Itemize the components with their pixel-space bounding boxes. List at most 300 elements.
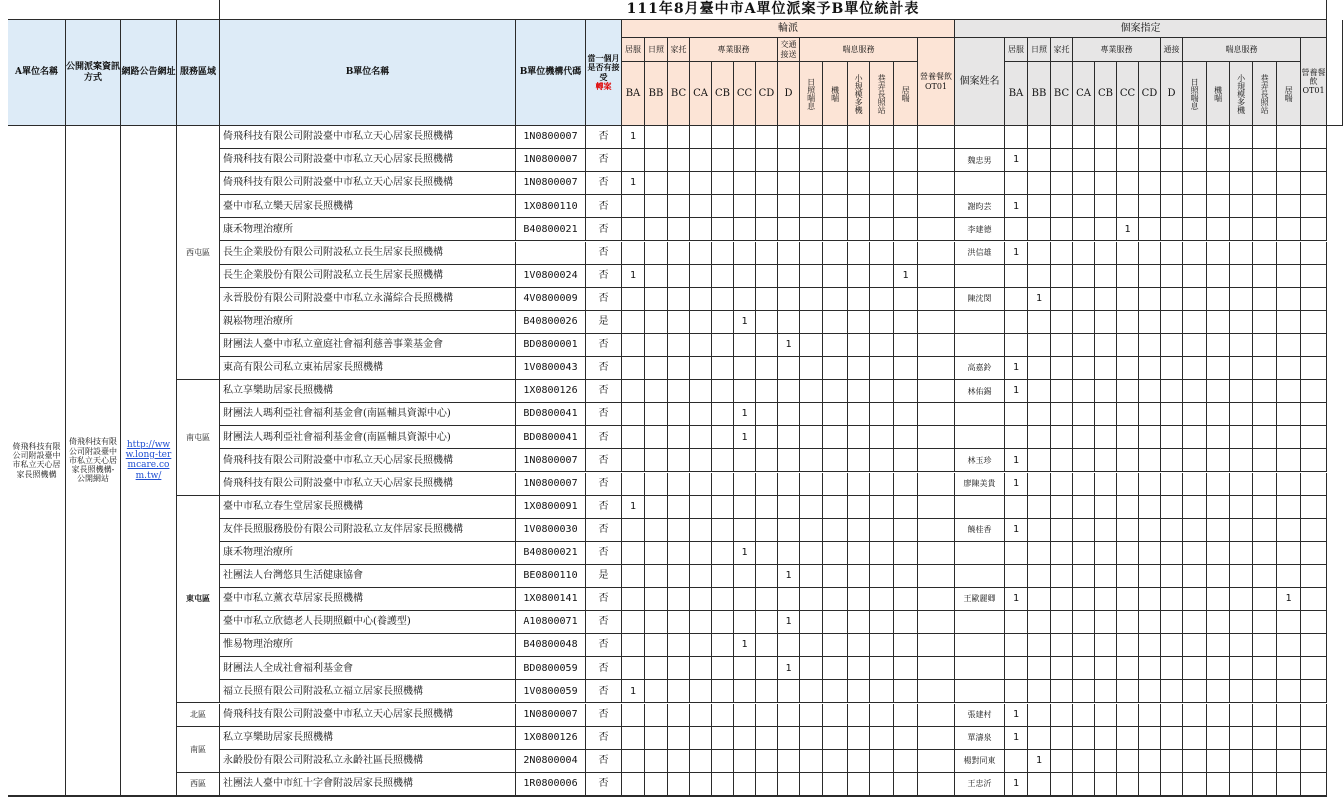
cell-r5: [894, 126, 918, 149]
cell-nr4: [1253, 380, 1277, 403]
cell-nOT: [1301, 704, 1327, 727]
cell-dD: [778, 588, 800, 611]
cell-dCD: [756, 634, 778, 657]
b-unit-name: 康禾物理治療所: [220, 542, 516, 565]
cell-nCC: [1117, 403, 1139, 426]
cell-r3: [848, 657, 870, 680]
cell-nCC: [1117, 426, 1139, 449]
cell-dCC: [734, 496, 756, 519]
cell-nOT: [1301, 680, 1327, 703]
cell-r4: [870, 242, 894, 265]
cell-nBB: [1028, 588, 1051, 611]
header-edge: [1327, 20, 1343, 126]
cell-dBA: [622, 242, 645, 265]
cell-r4: [870, 311, 894, 334]
dispatch-col-BA: BA: [622, 62, 645, 126]
cell-ot: [918, 357, 955, 380]
cell-dBB: [645, 542, 668, 565]
cell-nOT: [1301, 634, 1327, 657]
cell-name: [955, 496, 1005, 519]
cell-nCC: [1117, 265, 1139, 288]
cell-nBA: 1: [1005, 727, 1028, 750]
cell-nr5: [1277, 680, 1301, 703]
cell-dCA: [690, 288, 712, 311]
dispatch-group-g_family: 家托: [668, 38, 690, 62]
cell-dCD: [756, 750, 778, 773]
cell-r2: [823, 334, 848, 357]
a-unit-name: 倚飛科技有限公司附設臺中市私立天心居家長照機構: [8, 126, 66, 796]
cell-dBC: [668, 704, 690, 727]
cell-dCA: [690, 380, 712, 403]
cell-nr2: [1207, 727, 1230, 750]
cell-nBC: [1051, 218, 1073, 241]
cell-nr5: [1277, 172, 1301, 195]
cell-nCB: [1095, 334, 1117, 357]
cell-nr1: [1183, 149, 1207, 172]
cell-nOT: [1301, 496, 1327, 519]
cell-nCB: [1095, 519, 1117, 542]
cell-nCB: [1095, 311, 1117, 334]
cell-ot: [918, 634, 955, 657]
accept-flag: 否: [586, 218, 622, 241]
cell-nr2: [1207, 380, 1230, 403]
cell-dD: [778, 634, 800, 657]
cell-r1: [800, 426, 823, 449]
cell-dCA: [690, 242, 712, 265]
cell-nBA: [1005, 172, 1028, 195]
cell-nr3: [1230, 172, 1253, 195]
cell-nCC: 1: [1117, 218, 1139, 241]
cell-dBA: [622, 750, 645, 773]
cell-nCC: [1117, 542, 1139, 565]
cell-nBB: [1028, 519, 1051, 542]
cell-nCA: [1073, 195, 1095, 218]
cell-r5: [894, 704, 918, 727]
accept-flag: 否: [586, 657, 622, 680]
cell-nr4: [1253, 218, 1277, 241]
cell-dCB: [712, 311, 734, 334]
cell-nr4: [1253, 403, 1277, 426]
cell-dCC: [734, 357, 756, 380]
cell-nr5: [1277, 496, 1301, 519]
cell-dBC: [668, 611, 690, 634]
cell-r5: [894, 449, 918, 472]
cell-nr2: [1207, 750, 1230, 773]
cell-nD: [1161, 334, 1183, 357]
b-unit-name: 臺中市私立樂天居家長照機構: [220, 195, 516, 218]
assign-col-CA: CA: [1073, 62, 1095, 126]
cell-nr3: [1230, 242, 1253, 265]
cell-nr1: [1183, 403, 1207, 426]
cell-nOT: [1301, 334, 1327, 357]
cell-dD: [778, 542, 800, 565]
cell-nBA: 1: [1005, 704, 1028, 727]
cell-dBB: [645, 657, 668, 680]
cell-nr1: [1183, 680, 1207, 703]
cell-nCD: [1139, 727, 1161, 750]
cell-ot: [918, 611, 955, 634]
accept-flag: 是: [586, 311, 622, 334]
cell-dBB: [645, 149, 668, 172]
b-unit-code: BD0800041: [516, 426, 586, 449]
cell-dCC: [734, 750, 756, 773]
cell-nBB: [1028, 380, 1051, 403]
cell-nCA: [1073, 334, 1095, 357]
cell-nr1: [1183, 426, 1207, 449]
accept-flag: 否: [586, 265, 622, 288]
cell-dBB: [645, 126, 668, 149]
cell-r3: [848, 449, 870, 472]
cell-r5: [894, 657, 918, 680]
cell-r1: [800, 634, 823, 657]
cell-ot: [918, 657, 955, 680]
cell-r5: [894, 519, 918, 542]
assign-col-BA: BA: [1005, 62, 1028, 126]
cell-nD: [1161, 542, 1183, 565]
cell-dBB: [645, 565, 668, 588]
cell-nr2: [1207, 634, 1230, 657]
cell-name: 饒桂香: [955, 519, 1005, 542]
cell-dCC: [734, 680, 756, 703]
cell-r1: [800, 519, 823, 542]
cell-dBC: [668, 680, 690, 703]
cell-dCD: [756, 242, 778, 265]
cell-nr5: [1277, 704, 1301, 727]
cell-r5: [894, 611, 918, 634]
cell-nBA: [1005, 218, 1028, 241]
cell-dBA: [622, 403, 645, 426]
cell-ot: [918, 334, 955, 357]
cell-nD: [1161, 727, 1183, 750]
cell-r2: [823, 311, 848, 334]
cell-nCD: [1139, 380, 1161, 403]
cell-r2: [823, 172, 848, 195]
assign-group-g_family: 家托: [1051, 38, 1073, 62]
cell-r1: [800, 172, 823, 195]
cell-nCA: [1073, 449, 1095, 472]
accept-flag: 否: [586, 426, 622, 449]
cell-r2: [823, 565, 848, 588]
cell-nBA: [1005, 426, 1028, 449]
cell-dBC: [668, 242, 690, 265]
cell-name: 魏忠男: [955, 149, 1005, 172]
cell-ot: [918, 542, 955, 565]
b-unit-code: 4V0800009: [516, 288, 586, 311]
cell-r3: [848, 311, 870, 334]
cell-nCB: [1095, 288, 1117, 311]
cell-dCA: [690, 265, 712, 288]
cell-nBA: [1005, 288, 1028, 311]
cell-nCC: [1117, 611, 1139, 634]
cell-nOT: [1301, 657, 1327, 680]
assign-respite-2: 小規模多機: [1230, 62, 1253, 126]
cell-nr4: [1253, 426, 1277, 449]
cell-nOT: [1301, 426, 1327, 449]
cell-nCB: [1095, 242, 1117, 265]
cell-r3: [848, 727, 870, 750]
cell-nr3: [1230, 727, 1253, 750]
cell-dCA: [690, 218, 712, 241]
cell-dD: [778, 311, 800, 334]
cell-ot: [918, 704, 955, 727]
b-unit-name: 倚飛科技有限公司附設臺中市私立天心居家長照機構: [220, 149, 516, 172]
cell-nCC: [1117, 172, 1139, 195]
cell-r2: [823, 611, 848, 634]
cell-r1: [800, 149, 823, 172]
cell-r1: [800, 473, 823, 496]
cell-nr3: [1230, 519, 1253, 542]
cell-r4: [870, 380, 894, 403]
cell-dCA: [690, 426, 712, 449]
website-link[interactable]: http://www.long-termcare.com.tw/: [121, 126, 177, 796]
cell-nCA: [1073, 265, 1095, 288]
cell-nr2: [1207, 542, 1230, 565]
cell-nr3: [1230, 288, 1253, 311]
cell-dBA: [622, 380, 645, 403]
cell-nBA: 1: [1005, 380, 1028, 403]
cell-r3: [848, 680, 870, 703]
cell-dCD: [756, 773, 778, 796]
cell-name: [955, 265, 1005, 288]
cell-nr5: [1277, 357, 1301, 380]
cell-nOT: [1301, 773, 1327, 796]
b-unit-code: 1X0800141: [516, 588, 586, 611]
cell-dCB: [712, 542, 734, 565]
b-unit-code: 1N0800007: [516, 149, 586, 172]
cell-dD: [778, 172, 800, 195]
cell-ot: [918, 126, 955, 149]
cell-nD: [1161, 218, 1183, 241]
header-website: 網路公告網址: [121, 20, 177, 126]
cell-nOT: [1301, 126, 1327, 149]
cell-dBC: [668, 265, 690, 288]
cell-nBA: [1005, 403, 1028, 426]
cell-r1: [800, 680, 823, 703]
cell-nD: [1161, 380, 1183, 403]
cell-dBA: [622, 426, 645, 449]
cell-nr5: [1277, 149, 1301, 172]
cell-dBB: [645, 496, 668, 519]
cell-nCD: [1139, 657, 1161, 680]
b-unit-code: 1N0800007: [516, 449, 586, 472]
cell-nr4: [1253, 611, 1277, 634]
cell-nBA: 1: [1005, 357, 1028, 380]
cell-r2: [823, 657, 848, 680]
cell-nBA: [1005, 496, 1028, 519]
accept-flag: 否: [586, 496, 622, 519]
cell-r1: [800, 727, 823, 750]
cell-nCA: [1073, 519, 1095, 542]
cell-ot: [918, 288, 955, 311]
cell-ot: [918, 727, 955, 750]
cell-dBB: [645, 403, 668, 426]
cell-nBA: [1005, 126, 1028, 149]
cell-nCA: [1073, 680, 1095, 703]
cell-nCC: [1117, 750, 1139, 773]
cell-dBB: [645, 519, 668, 542]
cell-r1: [800, 588, 823, 611]
cell-nr4: [1253, 126, 1277, 149]
cell-dCD: [756, 680, 778, 703]
service-area: 南屯區: [177, 380, 220, 496]
cell-nD: [1161, 449, 1183, 472]
cell-dBA: [622, 473, 645, 496]
cell-r1: [800, 611, 823, 634]
cell-r3: [848, 542, 870, 565]
cell-nCC: [1117, 242, 1139, 265]
cell-nCB: [1095, 126, 1117, 149]
cell-dCD: [756, 334, 778, 357]
cell-dD: [778, 149, 800, 172]
accept-flag: 否: [586, 242, 622, 265]
cell-r1: [800, 657, 823, 680]
cell-r3: [848, 288, 870, 311]
cell-nBC: [1051, 334, 1073, 357]
cell-nCA: [1073, 149, 1095, 172]
cell-dCD: [756, 265, 778, 288]
cell-nr3: [1230, 657, 1253, 680]
cell-dCB: [712, 565, 734, 588]
cell-nBA: [1005, 680, 1028, 703]
cell-dBB: [645, 634, 668, 657]
cell-dBB: [645, 311, 668, 334]
cell-nr5: [1277, 426, 1301, 449]
cell-dD: [778, 403, 800, 426]
cell-dCD: [756, 311, 778, 334]
cell-r1: [800, 195, 823, 218]
cell-nr2: [1207, 242, 1230, 265]
cell-nBB: [1028, 773, 1051, 796]
cell-dCD: [756, 657, 778, 680]
cell-nCD: [1139, 242, 1161, 265]
cell-nr5: [1277, 565, 1301, 588]
cell-dCD: [756, 357, 778, 380]
cell-r4: [870, 126, 894, 149]
accept-flag: 否: [586, 542, 622, 565]
cell-r4: [870, 265, 894, 288]
cell-nBA: 1: [1005, 195, 1028, 218]
cell-nOT: [1301, 473, 1327, 496]
b-unit-code: BE0800110: [516, 565, 586, 588]
cell-nD: [1161, 611, 1183, 634]
cell-r3: [848, 334, 870, 357]
accept-flag: 是: [586, 565, 622, 588]
accept-flag: 否: [586, 519, 622, 542]
b-unit-code: A10800071: [516, 611, 586, 634]
cell-nr3: [1230, 380, 1253, 403]
cell-nCA: [1073, 218, 1095, 241]
cell-dCA: [690, 750, 712, 773]
assign-respite-3: 巷弄長照站: [1253, 62, 1277, 126]
dispatch-nutrition: 營養餐飲OT01: [918, 38, 955, 126]
cell-nr5: [1277, 403, 1301, 426]
cell-nr1: [1183, 727, 1207, 750]
cell-nCD: [1139, 334, 1161, 357]
cell-dCC: [734, 565, 756, 588]
cell-nr2: [1207, 473, 1230, 496]
cell-nCC: [1117, 657, 1139, 680]
accept-flag: 否: [586, 357, 622, 380]
cell-dBC: [668, 311, 690, 334]
cell-r5: [894, 403, 918, 426]
b-unit-name: 臺中市私立春生堂居家長照機構: [220, 496, 516, 519]
cell-nr1: [1183, 750, 1207, 773]
b-unit-code: B40800048: [516, 634, 586, 657]
cell-r5: [894, 588, 918, 611]
cell-dCB: [712, 634, 734, 657]
cell-dCD: [756, 172, 778, 195]
cell-dD: [778, 265, 800, 288]
b-unit-code: B40800021: [516, 542, 586, 565]
cell-nBC: [1051, 311, 1073, 334]
cell-dCA: [690, 496, 712, 519]
cell-nCD: [1139, 218, 1161, 241]
cell-nOT: [1301, 172, 1327, 195]
cell-name: 王忠沂: [955, 773, 1005, 796]
cell-r4: [870, 172, 894, 195]
cell-nOT: [1301, 380, 1327, 403]
cell-nBB: [1028, 565, 1051, 588]
b-unit-code: 1X0800126: [516, 727, 586, 750]
cell-dCA: [690, 680, 712, 703]
cell-r3: [848, 496, 870, 519]
cell-nr3: [1230, 542, 1253, 565]
cell-nBC: [1051, 449, 1073, 472]
cell-nr3: [1230, 634, 1253, 657]
cell-nCC: [1117, 380, 1139, 403]
cell-r2: [823, 727, 848, 750]
cell-nBB: [1028, 195, 1051, 218]
cell-dCC: [734, 126, 756, 149]
cell-dBC: [668, 426, 690, 449]
cell-r5: [894, 334, 918, 357]
cell-name: [955, 611, 1005, 634]
cell-r3: [848, 773, 870, 796]
cell-dCA: [690, 473, 712, 496]
cell-nBB: [1028, 426, 1051, 449]
cell-nCB: [1095, 657, 1117, 680]
header-dispatch: 輪派: [622, 20, 955, 38]
cell-nBC: [1051, 750, 1073, 773]
cell-dCD: [756, 519, 778, 542]
cell-nBC: [1051, 727, 1073, 750]
cell-r5: [894, 311, 918, 334]
cell-nCA: [1073, 311, 1095, 334]
cell-nCC: [1117, 288, 1139, 311]
header-b-code: B單位機構代碼: [516, 20, 586, 126]
cell-nr3: [1230, 704, 1253, 727]
cell-dCC: 1: [734, 542, 756, 565]
cell-nCD: [1139, 357, 1161, 380]
cell-nr2: [1207, 773, 1230, 796]
cell-dCB: [712, 357, 734, 380]
cell-dBC: [668, 473, 690, 496]
cell-r5: [894, 750, 918, 773]
cell-nr3: [1230, 449, 1253, 472]
cell-nr2: [1207, 126, 1230, 149]
cell-r2: [823, 126, 848, 149]
cell-dCD: [756, 380, 778, 403]
cell-dBC: [668, 542, 690, 565]
cell-nBC: [1051, 496, 1073, 519]
cell-dCD: [756, 611, 778, 634]
cell-nCC: [1117, 727, 1139, 750]
cell-nCD: [1139, 750, 1161, 773]
cell-dD: 1: [778, 611, 800, 634]
b-unit-code: 1X0800091: [516, 496, 586, 519]
cell-nBC: [1051, 704, 1073, 727]
cell-nD: [1161, 565, 1183, 588]
